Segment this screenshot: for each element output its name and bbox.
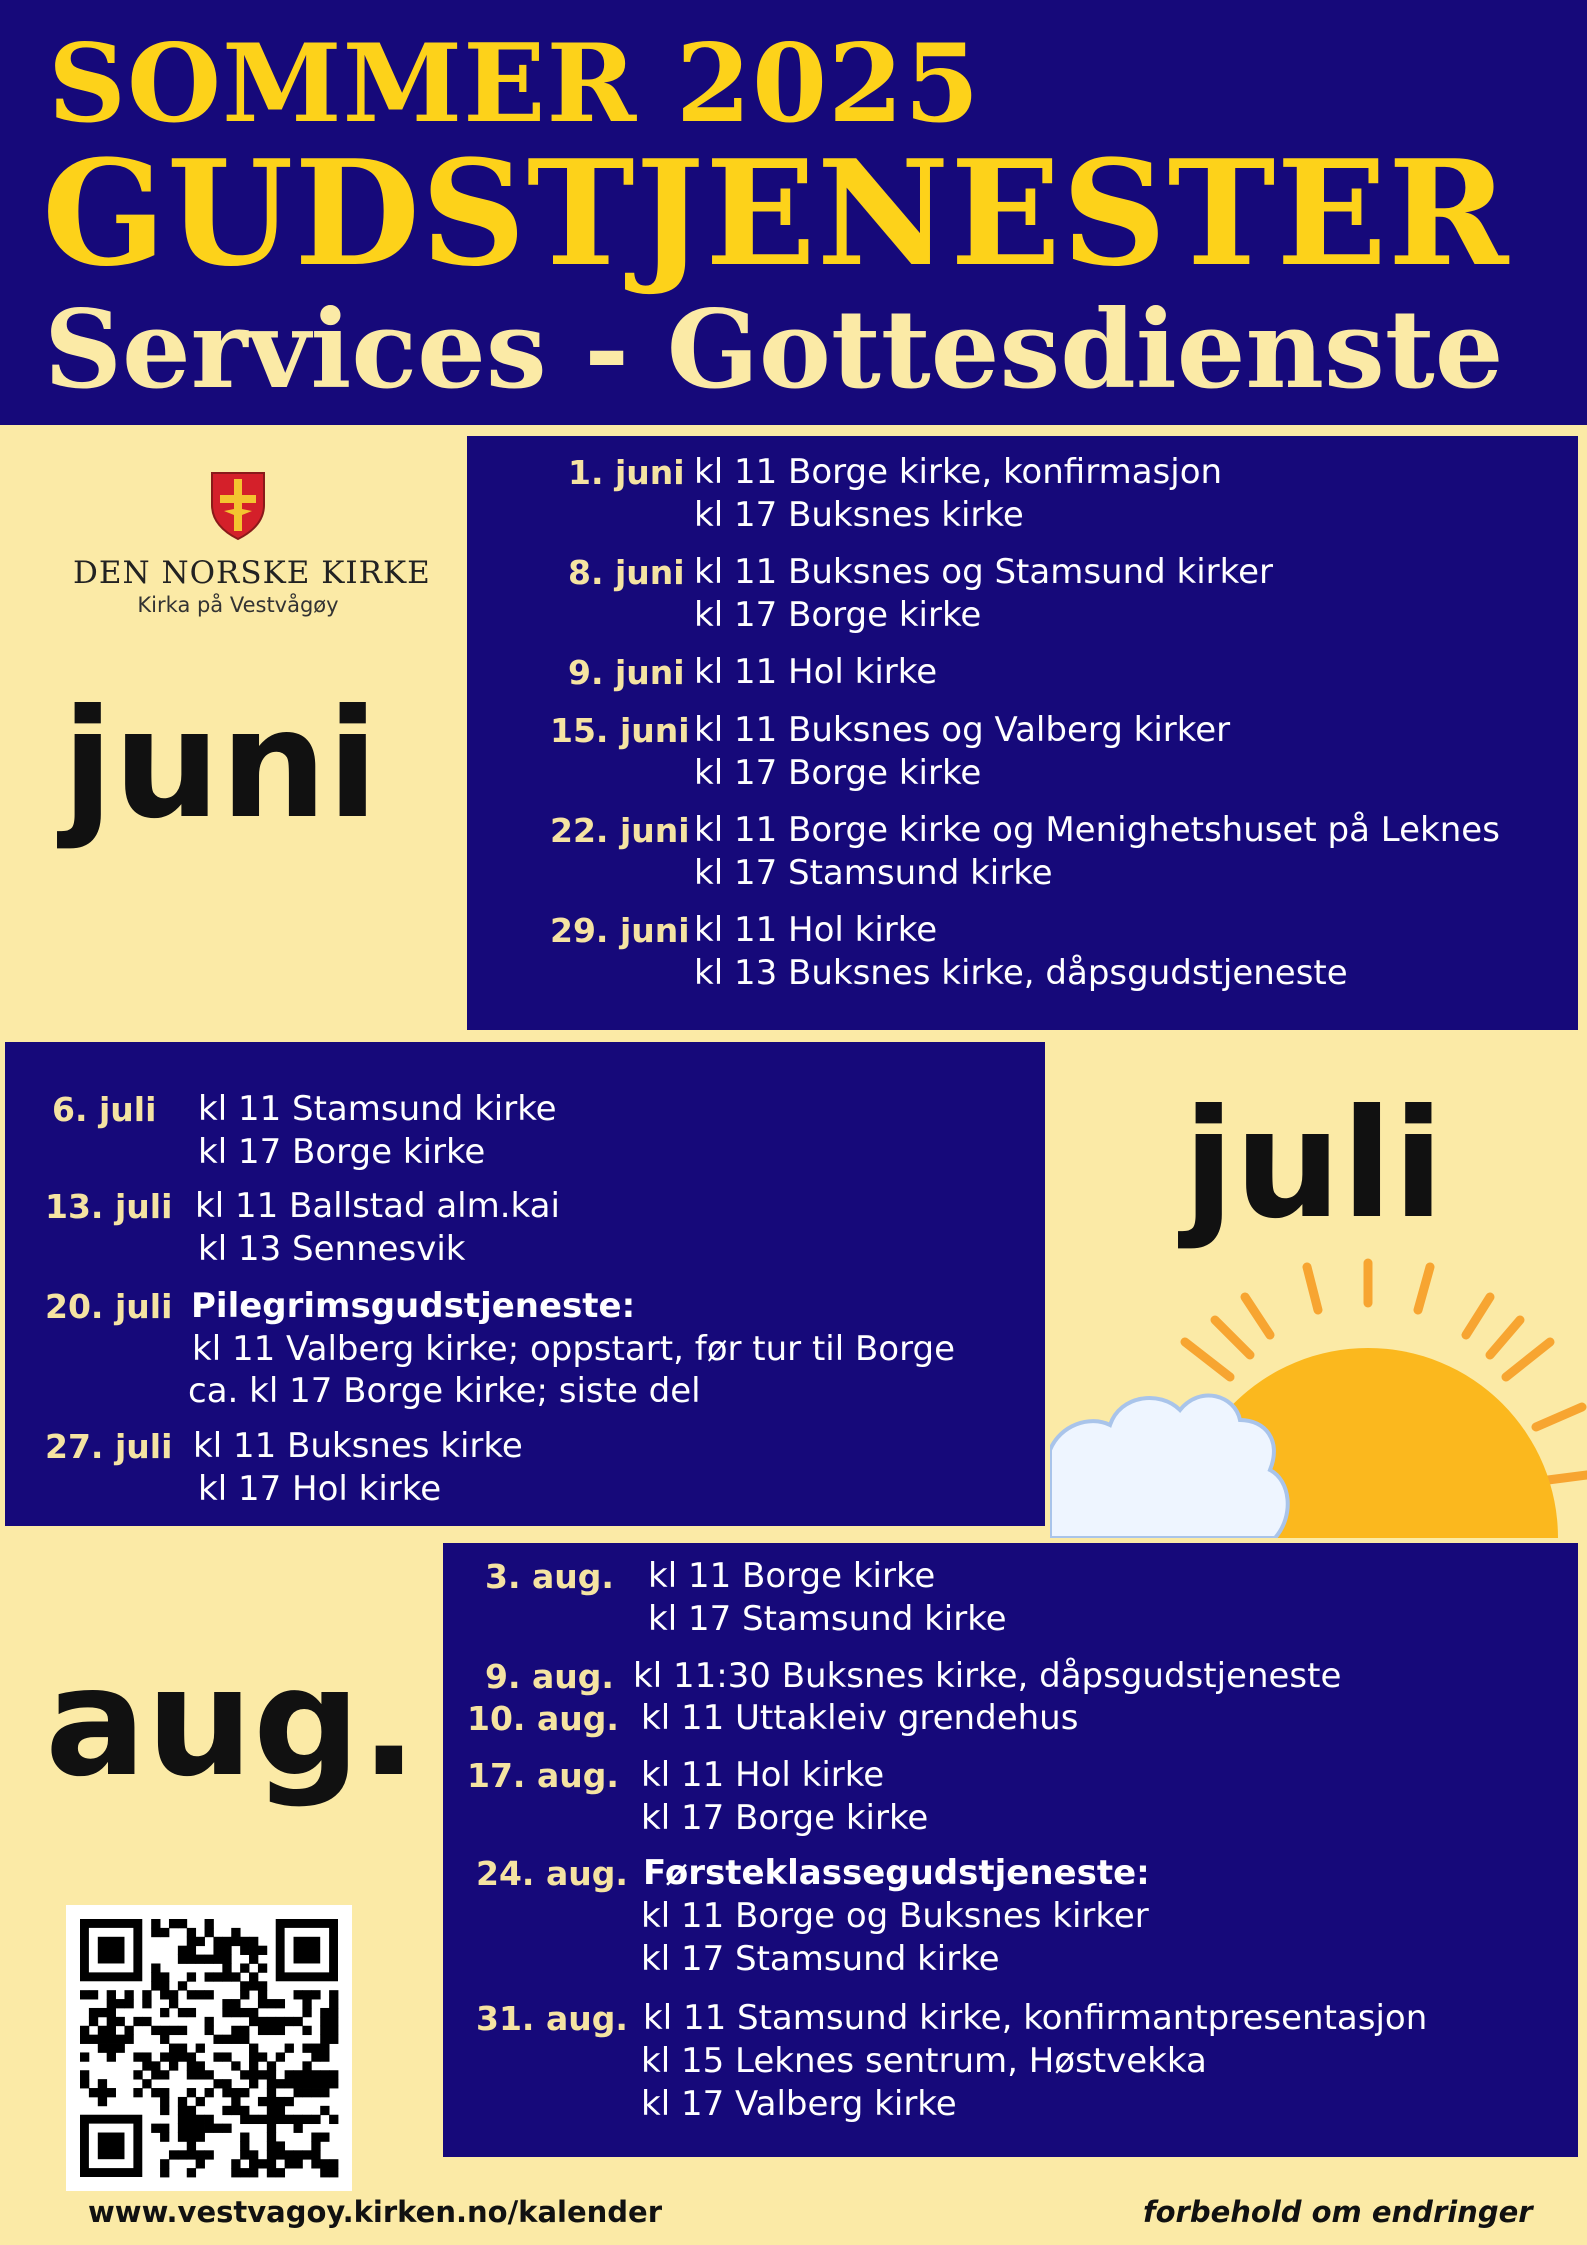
event-line: kl 11 Ballstad alm.kai xyxy=(195,1186,560,1226)
month-label-juni: juni xyxy=(62,678,379,852)
qr-code[interactable] xyxy=(66,1905,352,2191)
event-line: kl 11 Stamsund kirke xyxy=(198,1089,557,1129)
date-label: 17. aug. xyxy=(467,1756,619,1795)
date-label: 15. juni xyxy=(550,711,690,750)
title-year: SOMMER 2025 xyxy=(48,21,981,147)
event-line: kl 11 Hol kirke xyxy=(641,1755,885,1795)
event-line: kl 13 Sennesvik xyxy=(198,1229,466,1269)
event-line: kl 11 Borge kirke og Menighetshuset på Leknes xyxy=(694,810,1500,850)
event-line: kl 11 Buksnes og Stamsund kirker xyxy=(694,552,1274,592)
disclaimer-note: forbehold om endringer xyxy=(1143,2195,1533,2229)
title-main: GUDSTJENESTER xyxy=(42,129,1510,299)
event-line: kl 17 Borge kirke xyxy=(198,1132,486,1172)
calendar-url[interactable]: www.vestvagoy.kirken.no/kalender xyxy=(88,2195,663,2229)
date-label: 1. juni xyxy=(568,453,685,492)
event-line: kl 11 Hol kirke xyxy=(694,652,938,692)
title-translations: Services - Gottesdienste xyxy=(44,287,1504,413)
event-line: kl 17 Buksnes kirke xyxy=(694,495,1024,535)
event-line: kl 17 Stamsund kirke xyxy=(694,853,1053,893)
juni-schedule-panel xyxy=(467,436,1578,1030)
event-line: kl 11 Borge kirke xyxy=(648,1556,936,1596)
event-title: Førsteklassegudstjeneste: xyxy=(643,1853,1150,1893)
event-line: kl 17 Borge kirke xyxy=(694,753,982,793)
date-label: 9. aug. xyxy=(485,1657,614,1696)
date-label: 29. juni xyxy=(550,911,690,950)
logo-subtitle: Kirka på Vestvågøy xyxy=(137,593,339,617)
event-line: kl 11 Uttakleiv grendehus xyxy=(641,1698,1079,1738)
event-line: kl 17 Stamsund kirke xyxy=(641,1939,1000,1979)
header-banner xyxy=(0,0,1587,425)
date-label: 8. juni xyxy=(568,553,685,592)
event-line: kl 17 Stamsund kirke xyxy=(648,1599,1007,1639)
date-label: 31. aug. xyxy=(476,1999,628,2038)
event-line: ca. kl 17 Borge kirke; siste del xyxy=(188,1371,701,1411)
date-label: 13. juli xyxy=(45,1187,173,1226)
church-shield-emblem-icon xyxy=(210,471,266,541)
event-line: kl 11 Borge og Buksnes kirker xyxy=(641,1896,1149,1936)
event-line: kl 13 Buksnes kirke, dåpsgudstjeneste xyxy=(694,953,1348,993)
logo-name: DEN NORSKE KIRKE xyxy=(73,555,431,591)
date-label: 9. juni xyxy=(568,653,685,692)
event-line: kl 17 Borge kirke xyxy=(694,595,982,635)
juli-schedule-panel xyxy=(5,1042,1045,1526)
event-line: kl 11:30 Buksnes kirke, dåpsgudstjeneste xyxy=(633,1656,1342,1696)
date-label: 3. aug. xyxy=(485,1557,614,1596)
event-line: kl 17 Hol kirke xyxy=(198,1469,442,1509)
event-line: kl 11 Stamsund kirke, konfirmantpresentasjon xyxy=(643,1998,1428,2038)
event-line: kl 15 Leknes sentrum, Høstvekka xyxy=(641,2041,1207,2081)
event-line: kl 11 Borge kirke, konfirmasjon xyxy=(694,452,1223,492)
event-line: kl 11 Valberg kirke; oppstart, før tur til Borge xyxy=(192,1329,955,1369)
event-title: Pilegrimsgudstjeneste: xyxy=(191,1286,636,1326)
sun-icon xyxy=(1050,1255,1587,1538)
event-line: kl 17 Borge kirke xyxy=(641,1798,929,1838)
aug-schedule-panel xyxy=(443,1543,1578,2157)
month-label-juli: juli xyxy=(1183,1078,1445,1252)
date-label: 6. juli xyxy=(52,1090,157,1129)
event-line: kl 17 Valberg kirke xyxy=(641,2084,957,2124)
event-line: kl 11 Buksnes kirke xyxy=(193,1426,523,1466)
date-label: 24. aug. xyxy=(476,1854,628,1893)
date-label: 10. aug. xyxy=(467,1699,619,1738)
date-label: 20. juli xyxy=(45,1287,173,1326)
date-label: 27. juli xyxy=(45,1427,173,1466)
month-label-aug: aug. xyxy=(45,1636,418,1810)
date-label: 22. juni xyxy=(550,811,690,850)
event-line: kl 11 Hol kirke xyxy=(694,910,938,950)
event-line: kl 11 Buksnes og Valberg kirker xyxy=(694,710,1231,750)
